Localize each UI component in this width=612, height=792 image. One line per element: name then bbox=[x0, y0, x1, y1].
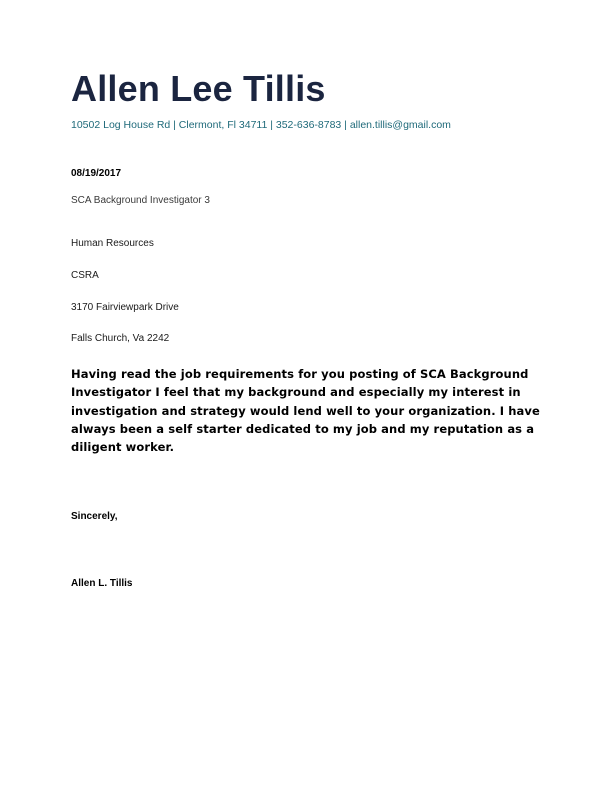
recipient-city: Falls Church, Va 2242 bbox=[71, 333, 170, 344]
recipient-company: CSRA bbox=[71, 270, 99, 281]
letter-signature: Allen L. Tillis bbox=[71, 578, 133, 589]
position-title: SCA Background Investigator 3 bbox=[71, 195, 210, 206]
recipient-department: Human Resources bbox=[71, 238, 154, 249]
letter-closing: Sincerely, bbox=[71, 511, 118, 522]
contact-line: 10502 Log House Rd | Clermont, Fl 34711 | 352-636-8783 | allen.tillis@gmail.com bbox=[71, 119, 451, 131]
applicant-name: Allen Lee Tillis bbox=[71, 68, 326, 109]
letter-body: Having read the job requirements for you posting of SCA Background Investigator I feel that my background and especially my interest in investigation and strategy would lend well to your organization. I have always been a self starter dedicated to my job and my reputation as a diligent worker. bbox=[71, 367, 540, 455]
letter-date: 08/19/2017 bbox=[71, 168, 122, 179]
recipient-street: 3170 Fairviewpark Drive bbox=[71, 302, 179, 313]
